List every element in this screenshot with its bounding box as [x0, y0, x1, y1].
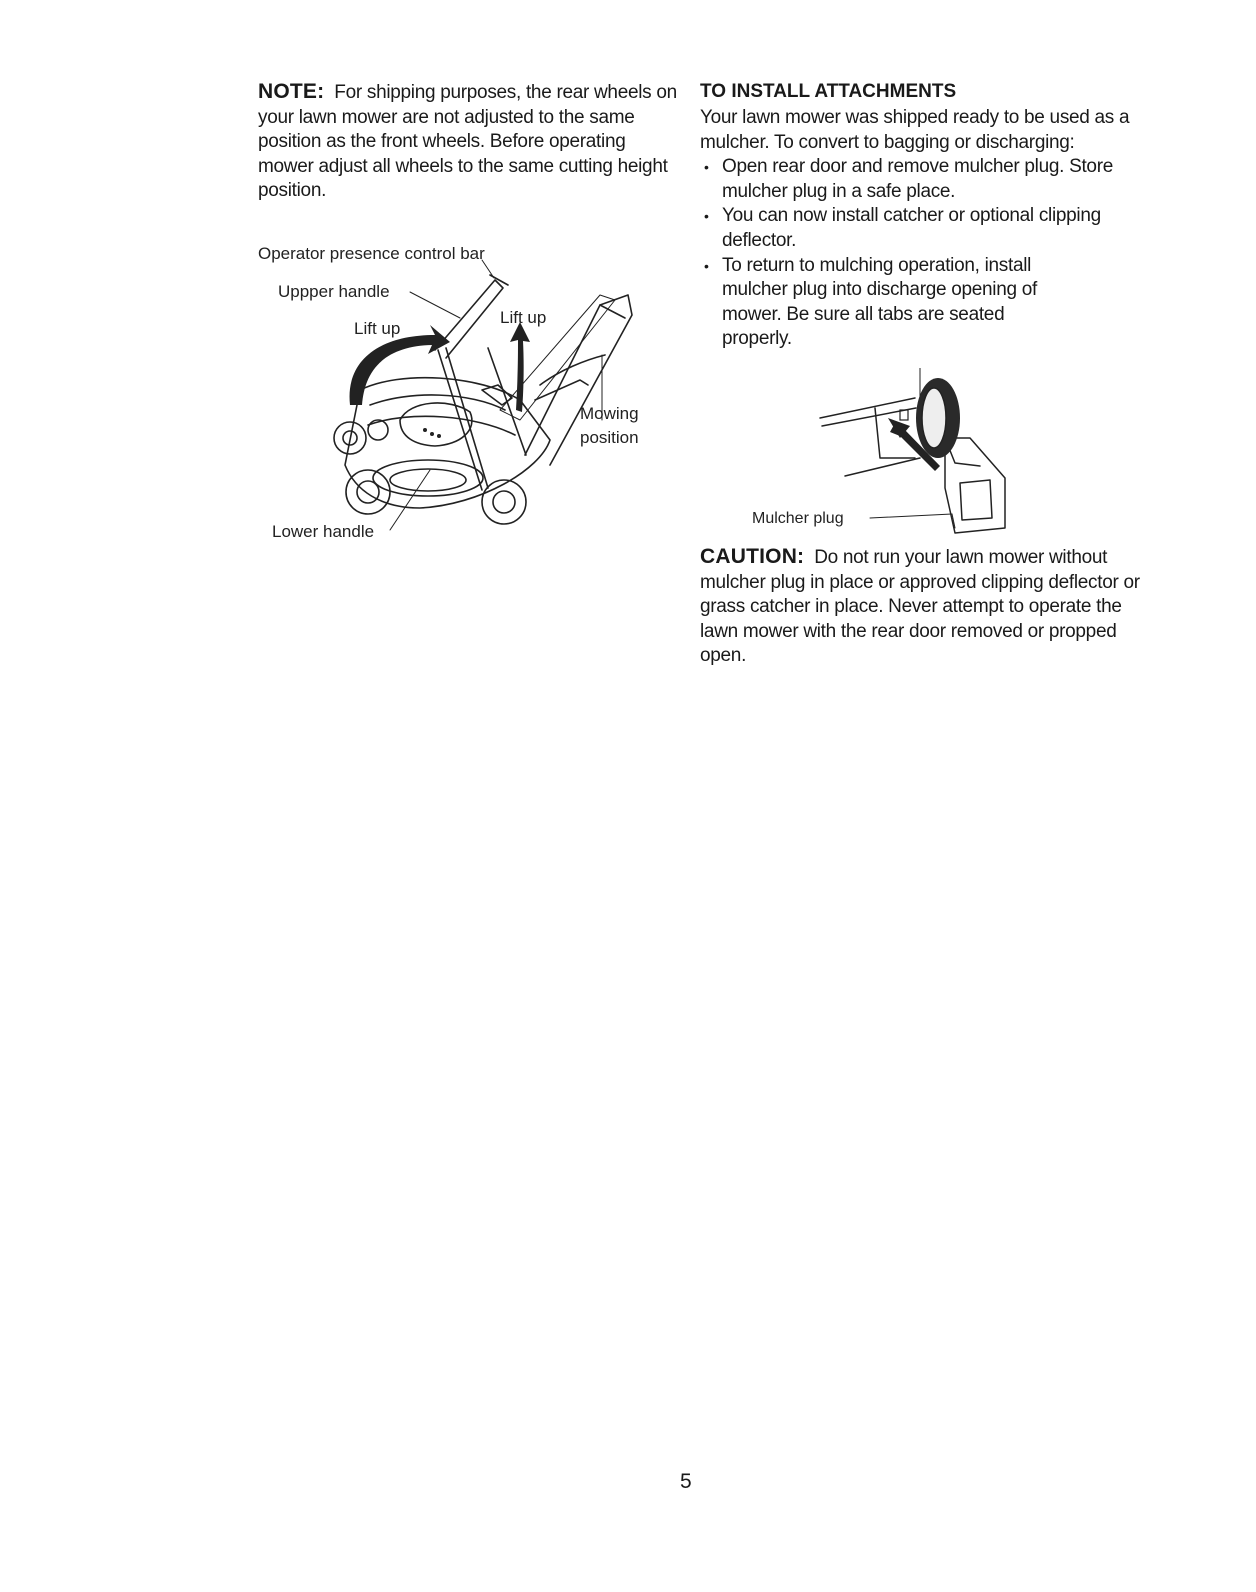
label-mulcher-plug: Mulcher plug	[752, 510, 844, 527]
caution-section	[700, 545, 1140, 669]
label-position: position	[580, 428, 639, 447]
note-text: For shipping purposes, the rear wheels on your lawn mower are not adjusted to the same position as the front wheels. Before operating mower adjust all wheels to the same cutting height position.	[258, 82, 677, 202]
front-left-wheel	[346, 470, 390, 514]
note-section	[258, 80, 678, 204]
bullet-icon: •	[704, 208, 709, 225]
lower-handle	[438, 350, 482, 490]
attachments-section	[700, 80, 1140, 352]
upper-handle	[435, 280, 503, 358]
bullet-icon: •	[704, 257, 709, 274]
attachments-steps	[700, 155, 1140, 352]
caution-label: CAUTION:	[700, 545, 805, 568]
label-operator-bar: Operator presence control bar	[258, 244, 485, 263]
label-lower-handle: Lower handle	[272, 522, 375, 541]
attachments-heading: TO INSTALL ATTACHMENTS	[700, 81, 957, 102]
lift-up-arrow-right	[510, 322, 530, 412]
mower-handle-figure	[250, 240, 670, 550]
label-mowing: Mowing	[580, 404, 639, 423]
label-upper-handle: Uppper handle	[278, 282, 390, 301]
list-item: • Open rear door and remove mulcher plug. Store mulcher plug in a safe place.	[704, 156, 1113, 202]
note-label: NOTE:	[258, 80, 325, 103]
front-right-wheel	[482, 480, 526, 524]
caution-paragraph	[700, 545, 1140, 669]
label-lift-up-left: Lift up	[354, 319, 401, 338]
note-paragraph	[258, 80, 678, 204]
caution-text: Do not run your lawn mower without mulcher plug in place or approved clipping deflector or grass catcher in place. Never attempt to operate the lawn mower with the rear door removed or propped open.	[700, 547, 1140, 667]
mulcher-plug-figure	[740, 368, 1030, 543]
attachments-intro: Your lawn mower was shipped ready to be used as a mulcher. To convert to bagging or discharging:	[700, 107, 1130, 153]
list-item: • You can now install catcher or optional clipping deflector.	[704, 205, 1101, 251]
bullet-icon: •	[704, 159, 709, 176]
page-number: 5	[680, 1470, 692, 1493]
label-lift-up-right: Lift up	[500, 308, 547, 327]
list-item: • To return to mulching operation, install mulcher plug into discharge opening of mower. Be sure all tabs are seated properly.	[704, 254, 1037, 350]
